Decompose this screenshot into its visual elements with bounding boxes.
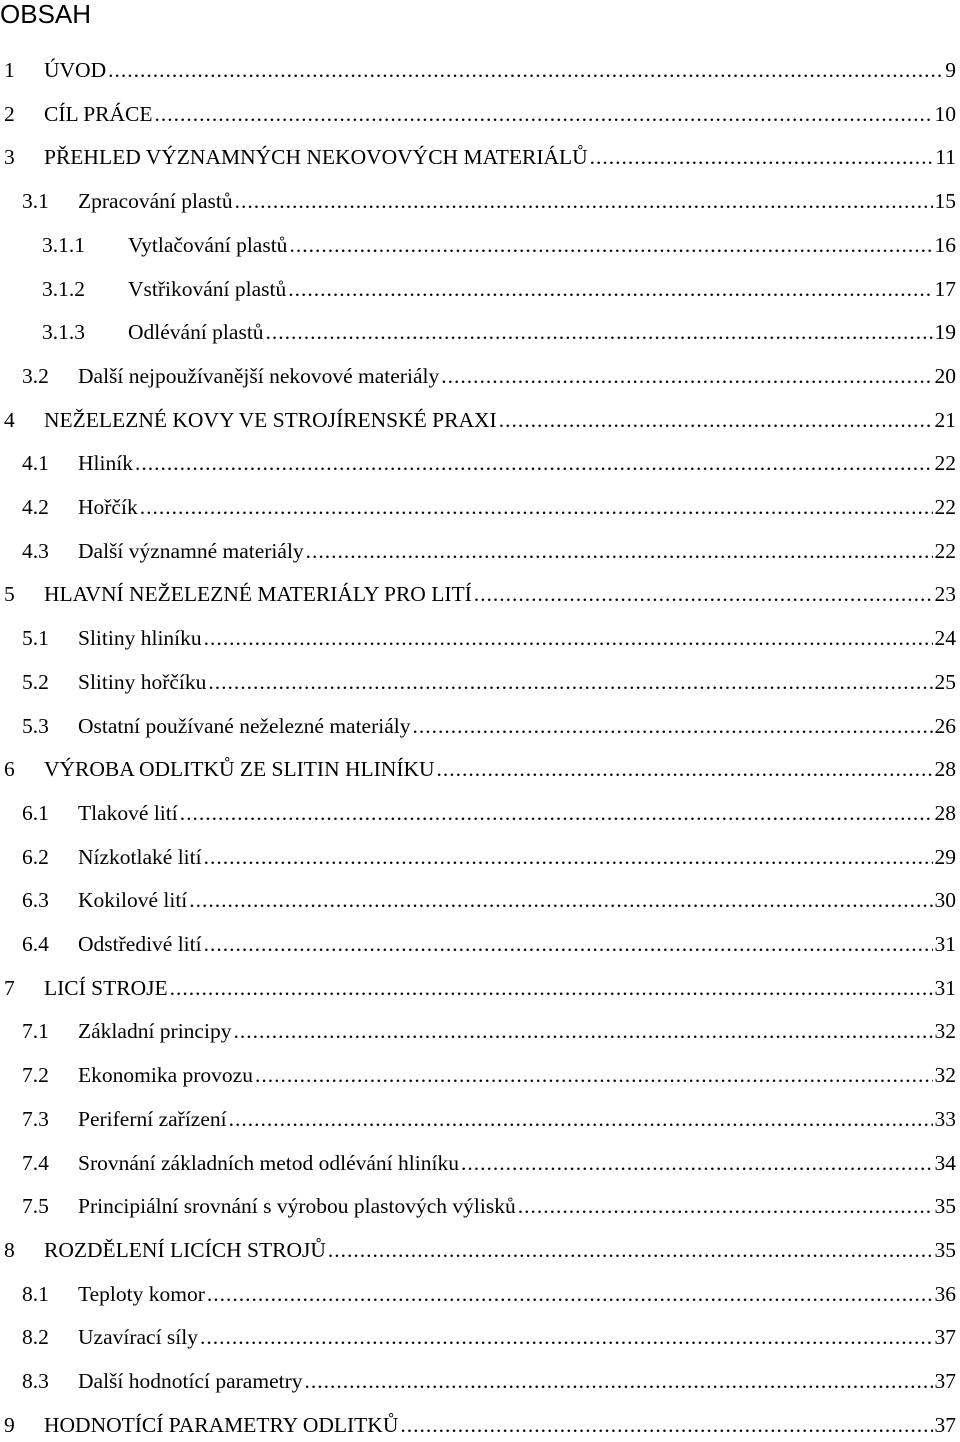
toc-entry-title: Vytlačování plastů <box>128 232 288 257</box>
toc-entry-title: LICÍ STROJE <box>44 975 168 1000</box>
toc-entry-title: Srovnání základních metod odlévání hliníku <box>78 1150 459 1175</box>
toc-entry-number: 5 <box>4 582 15 607</box>
toc-entry[interactable] <box>4 754 956 784</box>
toc-entry[interactable] <box>22 798 956 828</box>
toc-entry-page: 26 <box>934 713 956 738</box>
page-title: OBSAH <box>0 0 92 29</box>
toc-dot-leader <box>441 361 932 391</box>
toc-entry[interactable] <box>22 1148 956 1178</box>
toc-entry-page: 36 <box>934 1281 956 1306</box>
toc-entry-title: ÚVOD <box>44 58 107 82</box>
toc-dot-leader <box>235 186 933 216</box>
toc-dot-leader <box>266 317 933 347</box>
toc-entry-page: 32 <box>934 1019 956 1044</box>
toc-entry[interactable] <box>22 1016 956 1046</box>
toc-entry[interactable] <box>22 623 956 653</box>
toc-entry-number: 8.1 <box>22 1281 49 1306</box>
toc-entry-number: 5.1 <box>22 626 49 651</box>
toc-entry-number: 4 <box>4 407 15 432</box>
toc-entry[interactable] <box>42 274 956 304</box>
toc-dot-leader <box>474 579 933 609</box>
toc-entry[interactable] <box>22 711 956 741</box>
toc-dot-leader <box>461 1148 933 1178</box>
toc-entry[interactable] <box>22 929 956 959</box>
toc-entry[interactable] <box>22 1322 956 1352</box>
toc-entry-page: 29 <box>934 844 956 869</box>
toc-entry-page: 16 <box>934 232 956 257</box>
toc-dot-leader <box>170 973 933 1003</box>
toc-dot-leader <box>155 99 933 129</box>
toc-entry-number: 1 <box>4 58 15 82</box>
toc-dot-leader <box>305 1366 933 1396</box>
toc-entry[interactable] <box>4 99 956 129</box>
toc-entry-page: 28 <box>934 800 956 825</box>
toc-entry-number: 7.2 <box>22 1063 49 1088</box>
toc-dot-leader <box>208 667 932 697</box>
toc-entry-title: Teploty komor <box>78 1281 205 1306</box>
toc-entry[interactable] <box>42 230 956 260</box>
toc-entry-page: 19 <box>934 320 956 345</box>
toc-entry-title: ROZDĚLENÍ LICÍCH STROJŮ <box>44 1237 326 1262</box>
toc-entry[interactable] <box>22 1366 956 1396</box>
toc-entry-title: Uzavírací síly <box>78 1325 198 1350</box>
toc-entry-page: 11 <box>935 145 956 170</box>
toc-dot-leader <box>233 1016 932 1046</box>
toc-entry-number: 5.3 <box>22 713 49 738</box>
toc-dot-leader <box>140 492 933 522</box>
toc-dot-leader <box>229 1104 933 1134</box>
toc-entry-title: Periferní zařízení <box>78 1106 227 1131</box>
toc-dot-leader <box>518 1191 933 1221</box>
toc-entry[interactable] <box>22 1279 956 1309</box>
toc-entry-number: 7.4 <box>22 1150 49 1175</box>
toc-entry-title: Další nejpoužívanější nekovové materiály <box>78 363 440 388</box>
toc-entry-page: 31 <box>934 975 956 1000</box>
toc-entry-title: Hořčík <box>78 495 138 519</box>
toc-dot-leader <box>204 929 933 959</box>
toc-entry[interactable] <box>22 1104 956 1134</box>
toc-entry-title: Hliník <box>78 451 133 476</box>
toc-entry-title: VÝROBA ODLITKŮ ZE SLITIN HLINÍKU <box>44 757 435 782</box>
toc-entry-title: HODNOTÍCÍ PARAMETRY ODLITKŮ <box>44 1412 399 1437</box>
toc-entry[interactable] <box>4 1235 956 1265</box>
toc-entry-number: 7.1 <box>22 1019 49 1044</box>
toc-entry[interactable] <box>4 405 956 435</box>
toc-entry-page: 37 <box>934 1369 956 1393</box>
toc-entry-number: 4.3 <box>22 538 49 563</box>
toc-entry[interactable] <box>22 492 956 522</box>
toc-entry-title: Slitiny hořčíku <box>78 669 207 694</box>
toc-dot-leader <box>207 1279 933 1309</box>
toc-entry-number: 4.1 <box>22 451 49 476</box>
toc-entry-title: Tlakové lití <box>78 800 178 825</box>
toc-entry[interactable] <box>22 842 956 872</box>
toc-dot-leader <box>255 1060 933 1090</box>
toc-dot-leader <box>200 1322 933 1352</box>
toc-entry-number: 3.2 <box>22 363 49 388</box>
toc-dot-leader <box>413 711 933 741</box>
toc-entry-title: Ostatní používané neželezné materiály <box>78 713 411 738</box>
toc-entry-number: 3 <box>4 145 15 170</box>
toc-entry-page: 23 <box>934 582 956 607</box>
toc-entry-title: Ekonomika provozu <box>78 1063 253 1088</box>
toc-dot-leader <box>590 142 934 172</box>
toc-entry-number: 7 <box>4 975 15 1000</box>
toc-entry[interactable] <box>4 579 956 609</box>
toc-entry-number: 7.5 <box>22 1194 49 1219</box>
toc-entry-number: 6.4 <box>22 932 49 956</box>
toc-entry[interactable] <box>22 361 956 391</box>
toc-entry-page: 15 <box>934 189 956 214</box>
toc-dot-leader <box>108 55 943 85</box>
toc-entry[interactable] <box>22 1060 956 1090</box>
toc-entry-page: 10 <box>934 101 956 126</box>
toc-dot-leader <box>204 842 933 872</box>
toc-entry-title: Slitiny hliníku <box>78 626 202 651</box>
toc-dot-leader <box>135 448 933 478</box>
toc-entry-number: 5.2 <box>22 669 49 694</box>
toc-entry-page: 32 <box>934 1063 956 1088</box>
toc-dot-leader <box>189 885 932 915</box>
toc-entry-number: 4.2 <box>22 495 49 519</box>
toc-entry-title: HLAVNÍ NEŽELEZNÉ MATERIÁLY PRO LITÍ <box>44 582 472 607</box>
toc-entry-number: 9 <box>4 1412 15 1437</box>
toc-dot-leader <box>328 1235 933 1265</box>
toc-entry-title: PŘEHLED VÝZNAMNÝCH NEKOVOVÝCH MATERIÁLŮ <box>44 145 588 170</box>
toc-entry-page: 22 <box>934 538 956 563</box>
toc-entry-number: 3.1 <box>22 189 49 214</box>
toc-dot-leader <box>437 754 933 784</box>
toc-entry-number: 7.3 <box>22 1106 49 1131</box>
toc-entry-number: 6.1 <box>22 800 49 825</box>
toc-entry-page: 33 <box>934 1106 956 1131</box>
toc-entry[interactable] <box>22 1191 956 1221</box>
toc-entry-title: Další hodnotící parametry <box>78 1369 303 1393</box>
toc-entry[interactable] <box>22 186 956 216</box>
toc-entry[interactable] <box>22 667 956 697</box>
toc-entry[interactable] <box>4 142 956 172</box>
toc-entry-title: Zpracování plastů <box>78 189 233 214</box>
toc-entry-number: 8.3 <box>22 1369 49 1393</box>
toc-dot-leader <box>400 1410 932 1440</box>
toc-entry[interactable] <box>22 448 956 478</box>
toc-entry-number: 2 <box>4 101 15 126</box>
toc-entry-page: 22 <box>934 495 956 519</box>
toc-entry-page: 9 <box>945 58 956 82</box>
toc-entry-title: CÍL PRÁCE <box>44 101 153 126</box>
toc-entry-number: 6 <box>4 757 15 782</box>
toc-entry-page: 17 <box>934 276 956 301</box>
toc-entry-page: 35 <box>934 1194 956 1219</box>
toc-entry-page: 22 <box>934 451 956 476</box>
toc-entry-title: Vstřikování plastů <box>128 276 287 301</box>
toc-dot-leader <box>306 536 933 566</box>
toc-entry-number: 6.2 <box>22 844 49 869</box>
toc-dot-leader <box>289 230 932 260</box>
toc-entry-page: 37 <box>934 1325 956 1350</box>
toc-entry[interactable] <box>4 1410 956 1440</box>
toc-entry-page: 21 <box>934 407 956 432</box>
toc-entry-number: 8 <box>4 1237 15 1262</box>
toc-dot-leader <box>288 274 932 304</box>
toc-entry-title: Kokilové lití <box>78 888 188 913</box>
toc-entry-page: 37 <box>934 1412 956 1437</box>
toc-entry-page: 20 <box>934 363 956 388</box>
toc-entry-title: Odlévání plastů <box>128 320 264 345</box>
toc-entry[interactable] <box>22 536 956 566</box>
toc-entry-number: 8.2 <box>22 1325 49 1350</box>
toc-entry-page: 30 <box>934 888 956 913</box>
toc-entry-number: 3.1.2 <box>42 276 85 301</box>
toc-entry-title: Nízkotlaké lití <box>78 844 202 869</box>
toc-dot-leader <box>204 623 933 653</box>
toc-entry-page: 25 <box>934 669 956 694</box>
toc-entry[interactable] <box>4 55 956 85</box>
toc-entry-number: 6.3 <box>22 888 49 913</box>
toc-entry-page: 35 <box>934 1237 956 1262</box>
toc-entry[interactable] <box>22 885 956 915</box>
toc-entry-page: 28 <box>934 757 956 782</box>
toc-entry-page: 34 <box>934 1150 956 1175</box>
toc-entry-title: Odstředivé lití <box>78 932 202 956</box>
toc-entry-title: Základní principy <box>78 1019 232 1044</box>
toc-entry-number: 3.1.1 <box>42 232 85 257</box>
toc-dot-leader <box>180 798 933 828</box>
toc-entry-number: 3.1.3 <box>42 320 85 345</box>
toc-entry-title: Další významné materiály <box>78 538 304 563</box>
toc-entry-page: 24 <box>934 626 956 651</box>
toc-entry-page: 31 <box>934 932 956 956</box>
toc-dot-leader <box>499 405 933 435</box>
toc-entry[interactable] <box>42 317 956 347</box>
toc-entry[interactable] <box>4 973 956 1003</box>
toc-entry-title: Principiální srovnání s výrobou plastových výlisků <box>78 1194 516 1219</box>
toc-entry-title: NEŽELEZNÉ KOVY VE STROJÍRENSKÉ PRAXI <box>44 407 497 432</box>
